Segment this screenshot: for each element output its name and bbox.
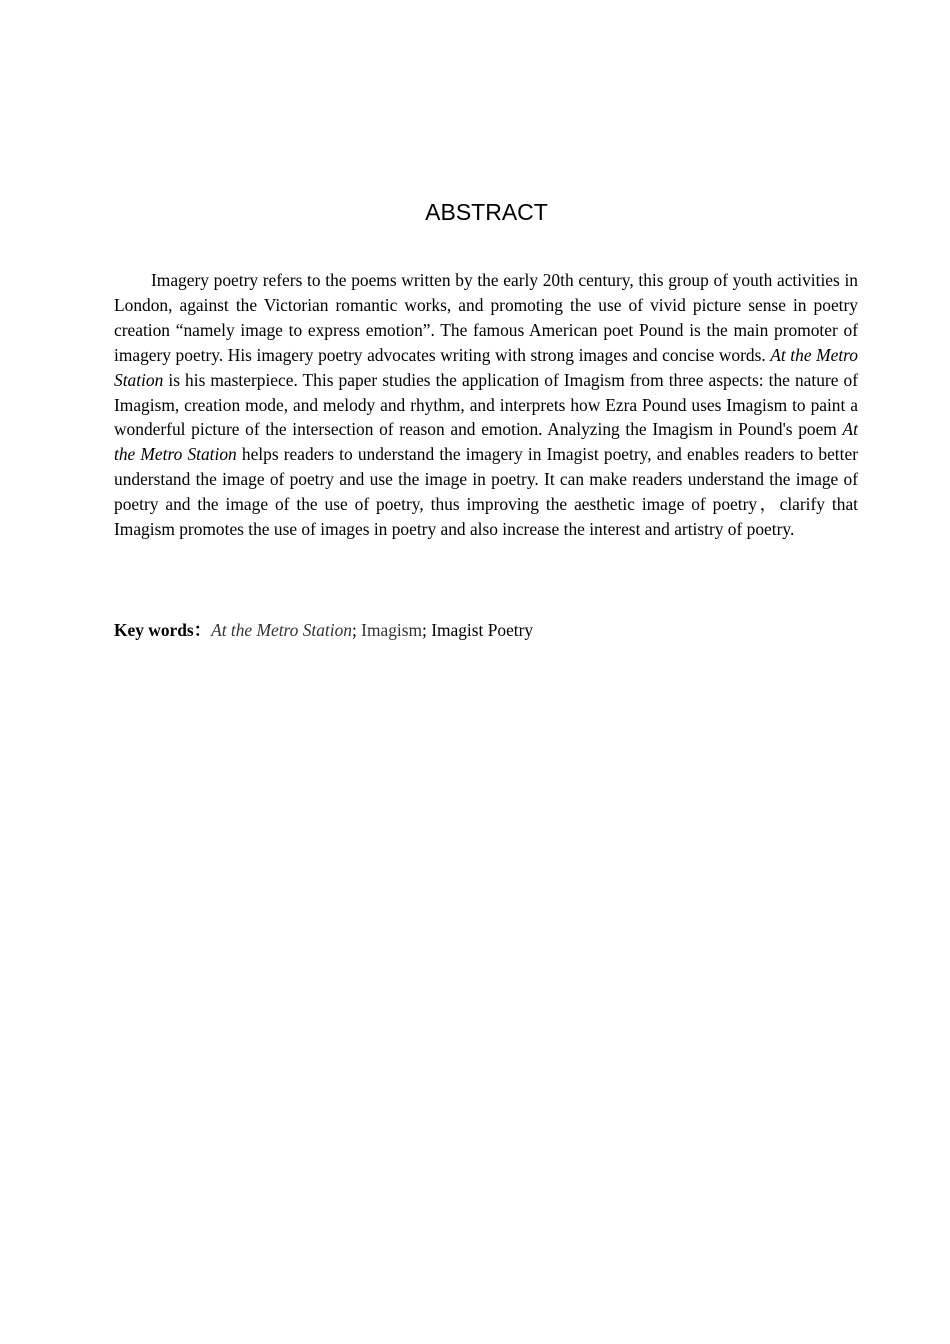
keywords-line bbox=[114, 618, 858, 643]
keyword-poem-title: At the Metro Station bbox=[211, 620, 352, 640]
keywords-label: Key words： bbox=[114, 620, 212, 640]
keyword-separator: ; bbox=[422, 620, 432, 640]
abstract-text-part-3: helps readers to understand the imagery in Imagist poetry, and enables readers to better understand the image of poetry and use the image in poetry. It can make readers understand the image of poetry and the image of the use of poetry, thus improving the aesthetic image of poetry，clarify that Imagism promotes the use of images in poetry and also increase the interest and artistry of poetry. bbox=[114, 444, 858, 540]
abstract-text-part-2: is his masterpiece. This paper studies the application of Imagism from three aspects: the nature of Imagism, creation mode, and melody and rhythm, and interprets how Ezra Pound uses Imagism to paint a wonderful picture of the intersection of reason and emotion. Analyzing the Imagism in Pound's poem bbox=[114, 369, 858, 440]
keyword-imagism: Imagism bbox=[361, 620, 423, 640]
poem-title-italic: At the Metro Station bbox=[114, 344, 858, 390]
abstract-text-part-1: Imagery poetry refers to the poems written by the early 20th century, this group of youth activities in London, against the Victorian romantic works, and promoting the use of vivid picture sense in poetry creation “namely image to express emotion”. The famous American poet Pound is the main promoter of imagery poetry. His imagery poetry advocates writing with strong images and concise words. bbox=[114, 270, 858, 365]
keyword-imagist-poetry: Imagist Poetry bbox=[431, 620, 534, 640]
keyword-separator: ; bbox=[351, 620, 362, 640]
page-title: ABSTRACT bbox=[425, 199, 548, 225]
poem-title-italic: At the Metro Station bbox=[114, 419, 858, 465]
abstract-paragraph bbox=[114, 268, 858, 542]
